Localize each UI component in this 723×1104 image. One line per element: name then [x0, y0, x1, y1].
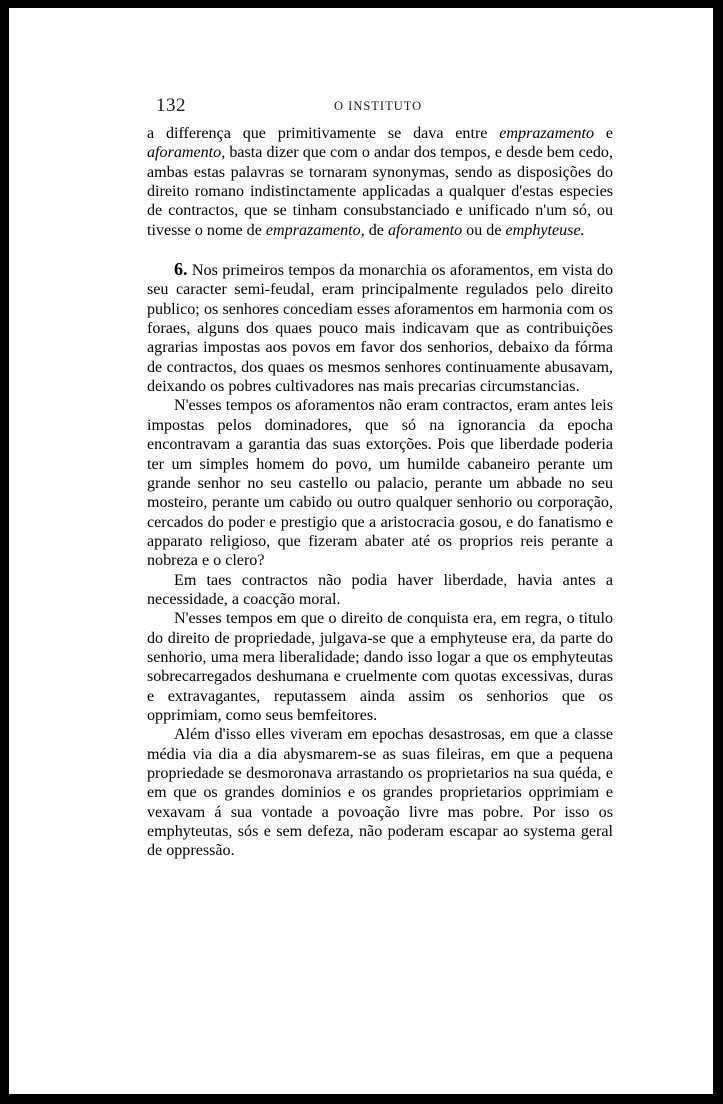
- paragraph-1: [147, 124, 613, 240]
- italic-term: emprazamento: [499, 125, 595, 142]
- text-run: ou de: [462, 221, 506, 239]
- italic-term: emphyteuse.: [505, 221, 585, 239]
- section-number: 6.: [174, 259, 188, 280]
- text-run: de: [364, 221, 388, 239]
- italic-term: aforamento: [387, 221, 463, 239]
- italic-term: emprazamento,: [265, 221, 365, 239]
- paragraph-6: Além d'isso elles viveram em epochas desastrosas, em que a classe média via dia a dia abysmarem-se as suas fileiras, em que a pequena propriedade se desmoronava arrastando os proprietarios na sua quéda, e em que os grandes dominios e os grandes proprietarios opprimiam e vexavam á sua vontade a povoação livre mas pobre. Por isso os emphyteutas, sós e sem defeza, não poderam escapar ao systema geral de oppressão.: [147, 726, 613, 860]
- text-run: basta dizer que com o andar dos tempos, e desde bem cedo, ambas estas palavras se tornaram synonymas, sendo as disposições do direito romano indistinctamente applicadas a qualquer d'estas especies de contractos, que se tinham consubstanciado e unificado n'um só, ou tivesse o nome de: [147, 144, 613, 239]
- text-run: a differença que primitivamente se dava entre: [147, 125, 500, 142]
- paragraph-3: N'esses tempos os aforamentos não eram contractos, eram antes leis impostas pelos dominadores, que só na ignorancia da epocha encontravam a garantia das suas extorções. Pois que liberdade poderia ter um simples homem do povo, um humilde cabaneiro perante um grande senhor no seu castello ou palacio, perante um abbade no seu mosteiro, perante um cabido ou outro qualquer senhorio ou corporação, cercados do poder e prestigio que a aristocracia gosou, e do fanatismo e apparato religioso, que fizeram abater até os proprios reis perante a nobreza e o clero?: [147, 397, 613, 570]
- italic-term: aforamento,: [147, 144, 226, 162]
- page-number: 132: [156, 95, 186, 116]
- text-run: e: [594, 125, 613, 142]
- running-title: O INSTITUTO: [334, 99, 423, 113]
- page-header: [156, 95, 616, 115]
- text-run: Nos primeiros tempos da monarchia os aforamentos, em vista do seu caracter semi-feudal, eram principalmente regulados pelo direito publico; os senhores concediam esses aforamentos em harmonia com os foraes, alguns dos quaes pouco mais indicavam que as contribuições agrarias impostas aos povos em favor dos senhorios, debaixo da fórma de contractos, dos quaes os mesmos senhores continuamente abusavam, deixando os pobres cultivadores nas mais precarias circumstancias.: [147, 262, 613, 396]
- body-text: [147, 124, 613, 861]
- paragraph-4: Em taes contractos não podia haver liberdade, havia antes a necessidade, a coacção moral.: [147, 571, 613, 608]
- paragraph-2: [147, 260, 613, 396]
- paragraph-5: N'esses tempos em que o direito de conquista era, em regra, o titulo do direito de propriedade, julgava-se que a emphyteuse era, da parte do senhorio, uma mera liberalidade; dando isso logar a que os emphyteutas sobrecarregados deshumana e cruelmente com quotas excessivas, duras e extravagantes, reputassem ainda assim os senhorios que os opprimiam, como seus bemfeitores.: [147, 610, 613, 724]
